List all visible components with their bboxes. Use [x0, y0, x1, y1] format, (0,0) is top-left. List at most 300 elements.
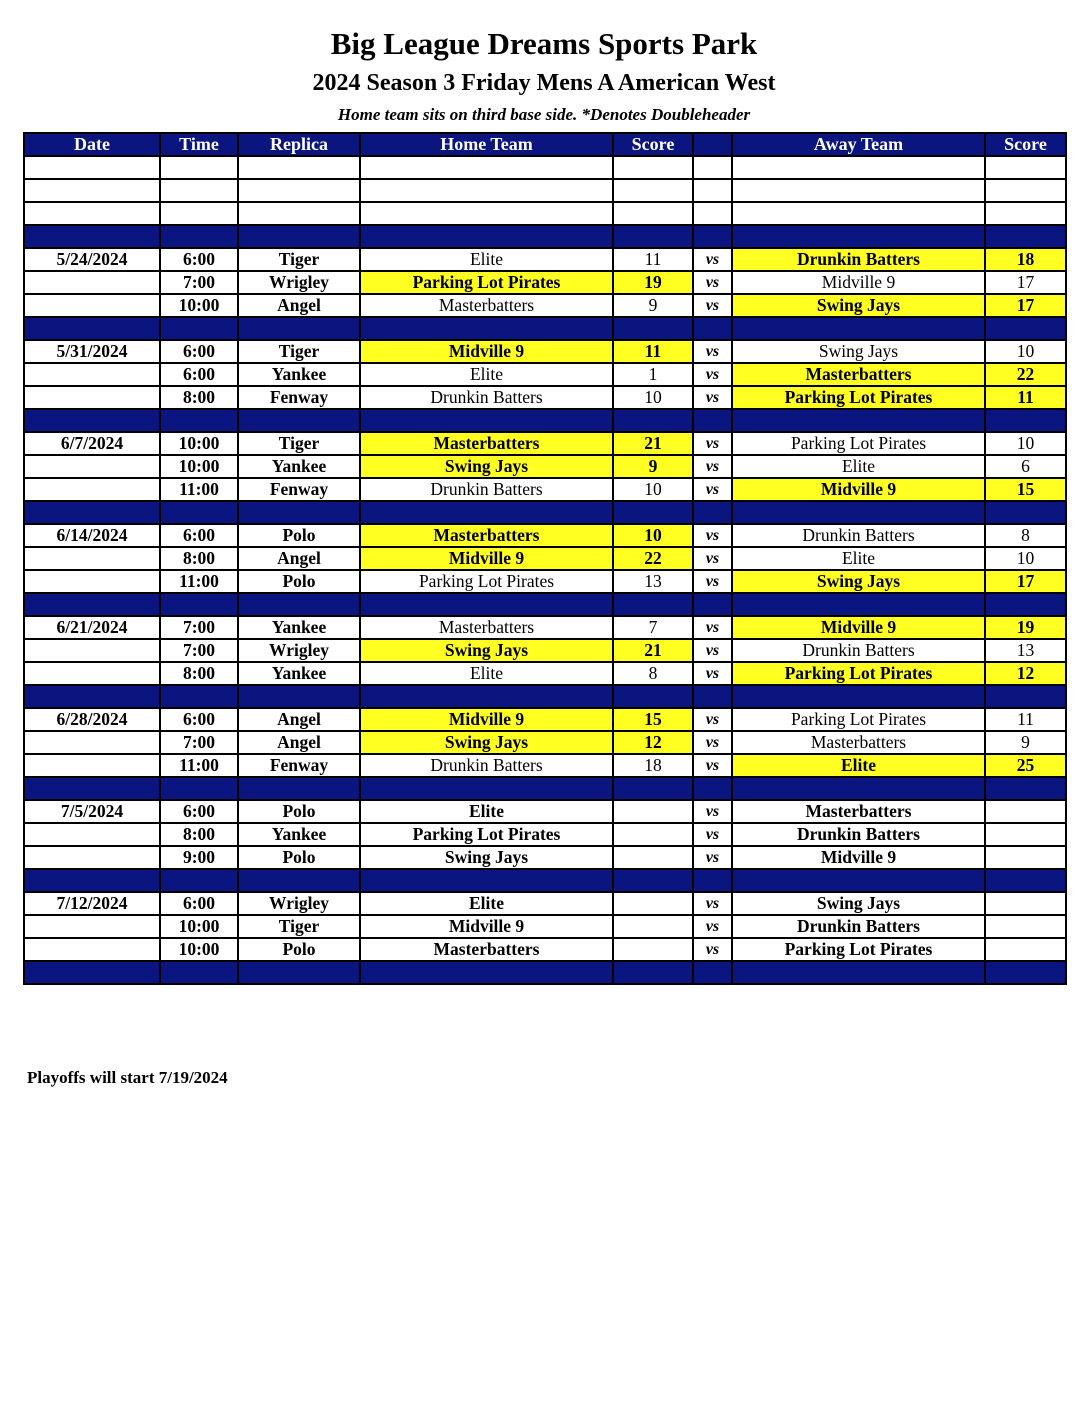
home-team-cell: Swing Jays: [360, 455, 613, 478]
time-cell: 8:00: [160, 823, 238, 846]
vs-cell: vs: [693, 846, 732, 869]
playoffs-note: Playoffs will start 7/19/2024: [27, 1068, 228, 1087]
away-team-cell: Drunkin Batters: [732, 915, 985, 938]
home-score-cell: 10: [613, 478, 693, 501]
separator-cell: [360, 869, 613, 892]
separator-cell: [693, 409, 732, 432]
separator-cell: [238, 777, 360, 800]
game-row: [24, 754, 1066, 777]
time-cell: 6:00: [160, 524, 238, 547]
time-cell: 11:00: [160, 478, 238, 501]
empty-cell: [985, 202, 1066, 225]
time-cell: 6:00: [160, 892, 238, 915]
separator-cell: [160, 501, 238, 524]
separator-cell: [613, 409, 693, 432]
game-row: [24, 363, 1066, 386]
schedule-body: [24, 156, 1066, 984]
away-team-cell: Swing Jays: [732, 294, 985, 317]
page-subtitle: 2024 Season 3 Friday Mens A American West: [312, 70, 776, 96]
separator-cell: [238, 869, 360, 892]
home-team-cell: Parking Lot Pirates: [360, 823, 613, 846]
game-row: [24, 915, 1066, 938]
separator-cell: [360, 685, 613, 708]
away-team-cell: Elite: [732, 455, 985, 478]
game-row: [24, 662, 1066, 685]
away-score-cell: 12: [985, 662, 1066, 685]
home-score-cell: [613, 823, 693, 846]
separator-cell: [238, 225, 360, 248]
vs-cell: vs: [693, 662, 732, 685]
home-team-cell: Midville 9: [360, 915, 613, 938]
date-cell: 6/28/2024: [24, 708, 160, 731]
replica-cell: Wrigley: [238, 271, 360, 294]
empty-cell: [24, 179, 160, 202]
replica-cell: Yankee: [238, 616, 360, 639]
home-score-cell: [613, 915, 693, 938]
vs-cell: vs: [693, 754, 732, 777]
away-score-cell: 9: [985, 731, 1066, 754]
col-home-score-header: Score: [613, 133, 693, 156]
separator-cell: [732, 869, 985, 892]
date-cell: [24, 823, 160, 846]
separator-cell: [613, 501, 693, 524]
separator-cell: [613, 685, 693, 708]
home-score-cell: 9: [613, 455, 693, 478]
vs-cell: vs: [693, 616, 732, 639]
game-row: [24, 340, 1066, 363]
date-cell: 7/5/2024: [24, 800, 160, 823]
game-row: [24, 455, 1066, 478]
time-cell: 7:00: [160, 271, 238, 294]
time-cell: 11:00: [160, 754, 238, 777]
col-replica-header: Replica: [238, 133, 360, 156]
page-title: Big League Dreams Sports Park: [330, 26, 758, 61]
home-score-cell: 22: [613, 547, 693, 570]
separator-cell: [360, 961, 613, 984]
home-team-cell: Elite: [360, 800, 613, 823]
game-row: [24, 731, 1066, 754]
empty-cell: [160, 179, 238, 202]
separator-cell: [24, 869, 160, 892]
separator-cell: [985, 317, 1066, 340]
replica-cell: Angel: [238, 547, 360, 570]
time-cell: 10:00: [160, 938, 238, 961]
replica-cell: Yankee: [238, 662, 360, 685]
replica-cell: Polo: [238, 800, 360, 823]
home-score-cell: 21: [613, 639, 693, 662]
away-score-cell: 18: [985, 248, 1066, 271]
away-team-cell: Midville 9: [732, 271, 985, 294]
time-cell: 8:00: [160, 547, 238, 570]
away-team-cell: Elite: [732, 754, 985, 777]
time-cell: 6:00: [160, 248, 238, 271]
separator-cell: [238, 317, 360, 340]
empty-cell: [160, 156, 238, 179]
separator-cell: [985, 501, 1066, 524]
schedule-note: Home team sits on third base side. *Denotes Doubleheader: [337, 105, 751, 124]
game-row: [24, 800, 1066, 823]
replica-cell: Polo: [238, 524, 360, 547]
vs-cell: vs: [693, 524, 732, 547]
separator-cell: [732, 317, 985, 340]
game-row: [24, 616, 1066, 639]
col-home-team-header: Home Team: [360, 133, 613, 156]
replica-cell: Fenway: [238, 386, 360, 409]
time-cell: 6:00: [160, 800, 238, 823]
separator-cell: [24, 961, 160, 984]
game-row: [24, 248, 1066, 271]
home-team-cell: Swing Jays: [360, 639, 613, 662]
game-row: [24, 547, 1066, 570]
date-cell: 5/31/2024: [24, 340, 160, 363]
separator-cell: [693, 961, 732, 984]
replica-cell: Fenway: [238, 754, 360, 777]
date-cell: [24, 915, 160, 938]
time-cell: 7:00: [160, 639, 238, 662]
game-row: [24, 570, 1066, 593]
col-vs-header: [693, 133, 732, 156]
separator-cell: [613, 225, 693, 248]
date-cell: [24, 938, 160, 961]
time-cell: 6:00: [160, 340, 238, 363]
separator-cell: [985, 685, 1066, 708]
home-team-cell: Drunkin Batters: [360, 754, 613, 777]
away-score-cell: 19: [985, 616, 1066, 639]
separator-cell: [693, 777, 732, 800]
empty-cell: [613, 179, 693, 202]
separator-cell: [160, 593, 238, 616]
vs-cell: vs: [693, 478, 732, 501]
time-cell: 6:00: [160, 363, 238, 386]
vs-cell: vs: [693, 271, 732, 294]
empty-cell: [238, 179, 360, 202]
home-team-cell: Masterbatters: [360, 294, 613, 317]
game-row: [24, 892, 1066, 915]
away-team-cell: Parking Lot Pirates: [732, 938, 985, 961]
home-score-cell: 7: [613, 616, 693, 639]
separator-cell: [985, 409, 1066, 432]
away-score-cell: [985, 938, 1066, 961]
game-row: [24, 478, 1066, 501]
date-cell: [24, 662, 160, 685]
separator-cell: [24, 501, 160, 524]
separator-cell: [732, 685, 985, 708]
home-score-cell: 12: [613, 731, 693, 754]
away-score-cell: 10: [985, 547, 1066, 570]
separator-cell: [24, 685, 160, 708]
separator-cell: [985, 593, 1066, 616]
week-separator: [24, 317, 1066, 340]
vs-cell: vs: [693, 731, 732, 754]
away-team-cell: Drunkin Batters: [732, 639, 985, 662]
replica-cell: Wrigley: [238, 892, 360, 915]
week-separator: [24, 961, 1066, 984]
away-team-cell: Masterbatters: [732, 800, 985, 823]
vs-cell: vs: [693, 938, 732, 961]
away-score-cell: 17: [985, 271, 1066, 294]
empty-cell: [24, 156, 160, 179]
away-team-cell: Parking Lot Pirates: [732, 708, 985, 731]
time-cell: 7:00: [160, 616, 238, 639]
away-team-cell: Midville 9: [732, 616, 985, 639]
away-score-cell: 22: [985, 363, 1066, 386]
home-team-cell: Masterbatters: [360, 432, 613, 455]
away-team-cell: Masterbatters: [732, 731, 985, 754]
home-score-cell: 19: [613, 271, 693, 294]
vs-cell: vs: [693, 639, 732, 662]
time-cell: 10:00: [160, 294, 238, 317]
week-separator: [24, 501, 1066, 524]
replica-cell: Tiger: [238, 340, 360, 363]
away-score-cell: 11: [985, 708, 1066, 731]
separator-cell: [160, 777, 238, 800]
week-separator: [24, 409, 1066, 432]
date-cell: 5/24/2024: [24, 248, 160, 271]
home-score-cell: 8: [613, 662, 693, 685]
empty-cell: [238, 202, 360, 225]
game-row: [24, 938, 1066, 961]
home-team-cell: Elite: [360, 662, 613, 685]
time-cell: 8:00: [160, 386, 238, 409]
empty-cell: [693, 179, 732, 202]
separator-cell: [732, 409, 985, 432]
separator-cell: [985, 777, 1066, 800]
separator-cell: [732, 225, 985, 248]
separator-cell: [985, 225, 1066, 248]
game-row: [24, 639, 1066, 662]
separator-cell: [985, 869, 1066, 892]
time-cell: 11:00: [160, 570, 238, 593]
separator-cell: [732, 593, 985, 616]
empty-cell: [613, 156, 693, 179]
date-cell: [24, 294, 160, 317]
away-team-cell: Drunkin Batters: [732, 823, 985, 846]
away-score-cell: [985, 892, 1066, 915]
home-score-cell: 11: [613, 248, 693, 271]
vs-cell: vs: [693, 800, 732, 823]
col-away-score-header: Score: [985, 133, 1066, 156]
separator-cell: [160, 961, 238, 984]
away-score-cell: [985, 915, 1066, 938]
empty-cell: [360, 179, 613, 202]
separator-cell: [732, 777, 985, 800]
separator-cell: [732, 501, 985, 524]
away-score-cell: 8: [985, 524, 1066, 547]
date-cell: 6/21/2024: [24, 616, 160, 639]
away-score-cell: 17: [985, 570, 1066, 593]
time-cell: 10:00: [160, 915, 238, 938]
away-team-cell: Masterbatters: [732, 363, 985, 386]
home-team-cell: Masterbatters: [360, 524, 613, 547]
away-team-cell: Drunkin Batters: [732, 524, 985, 547]
away-team-cell: Parking Lot Pirates: [732, 386, 985, 409]
away-score-cell: 15: [985, 478, 1066, 501]
empty-cell: [613, 202, 693, 225]
away-team-cell: Swing Jays: [732, 340, 985, 363]
away-score-cell: 17: [985, 294, 1066, 317]
game-row: [24, 823, 1066, 846]
home-score-cell: 18: [613, 754, 693, 777]
date-cell: 7/12/2024: [24, 892, 160, 915]
replica-cell: Wrigley: [238, 639, 360, 662]
replica-cell: Angel: [238, 294, 360, 317]
away-team-cell: Swing Jays: [732, 570, 985, 593]
vs-cell: vs: [693, 386, 732, 409]
home-team-cell: Drunkin Batters: [360, 478, 613, 501]
away-team-cell: Drunkin Batters: [732, 248, 985, 271]
game-row: [24, 432, 1066, 455]
separator-cell: [693, 685, 732, 708]
away-score-cell: 10: [985, 432, 1066, 455]
away-score-cell: 25: [985, 754, 1066, 777]
home-score-cell: 1: [613, 363, 693, 386]
empty-row: [24, 179, 1066, 202]
empty-cell: [732, 202, 985, 225]
away-score-cell: [985, 800, 1066, 823]
away-score-cell: [985, 846, 1066, 869]
separator-cell: [360, 777, 613, 800]
away-score-cell: 13: [985, 639, 1066, 662]
schedule-table: [23, 132, 1067, 985]
time-cell: 6:00: [160, 708, 238, 731]
home-score-cell: 10: [613, 386, 693, 409]
home-team-cell: Elite: [360, 892, 613, 915]
replica-cell: Polo: [238, 846, 360, 869]
empty-cell: [693, 202, 732, 225]
separator-cell: [24, 317, 160, 340]
replica-cell: Polo: [238, 938, 360, 961]
empty-cell: [24, 202, 160, 225]
home-score-cell: [613, 800, 693, 823]
vs-cell: vs: [693, 363, 732, 386]
replica-cell: Angel: [238, 731, 360, 754]
empty-cell: [693, 156, 732, 179]
home-team-cell: Midville 9: [360, 708, 613, 731]
home-score-cell: 15: [613, 708, 693, 731]
home-team-cell: Parking Lot Pirates: [360, 570, 613, 593]
week-separator: [24, 777, 1066, 800]
home-team-cell: Midville 9: [360, 547, 613, 570]
vs-cell: vs: [693, 570, 732, 593]
game-row: [24, 386, 1066, 409]
home-score-cell: [613, 892, 693, 915]
home-score-cell: 21: [613, 432, 693, 455]
separator-cell: [24, 593, 160, 616]
week-separator: [24, 869, 1066, 892]
separator-cell: [693, 501, 732, 524]
replica-cell: Tiger: [238, 248, 360, 271]
empty-cell: [360, 156, 613, 179]
away-team-cell: Parking Lot Pirates: [732, 432, 985, 455]
separator-cell: [160, 869, 238, 892]
home-team-cell: Masterbatters: [360, 616, 613, 639]
empty-cell: [985, 156, 1066, 179]
home-score-cell: 10: [613, 524, 693, 547]
date-cell: [24, 639, 160, 662]
game-row: [24, 846, 1066, 869]
separator-cell: [985, 961, 1066, 984]
separator-cell: [24, 409, 160, 432]
empty-row: [24, 156, 1066, 179]
separator-cell: [24, 225, 160, 248]
home-team-cell: Masterbatters: [360, 938, 613, 961]
vs-cell: vs: [693, 432, 732, 455]
empty-cell: [160, 202, 238, 225]
replica-cell: Tiger: [238, 432, 360, 455]
home-team-cell: Drunkin Batters: [360, 386, 613, 409]
separator-cell: [693, 225, 732, 248]
week-separator: [24, 225, 1066, 248]
replica-cell: Yankee: [238, 455, 360, 478]
game-row: [24, 708, 1066, 731]
date-cell: 6/7/2024: [24, 432, 160, 455]
date-cell: [24, 846, 160, 869]
time-cell: 8:00: [160, 662, 238, 685]
home-team-cell: Swing Jays: [360, 846, 613, 869]
date-cell: [24, 547, 160, 570]
game-row: [24, 524, 1066, 547]
game-row: [24, 271, 1066, 294]
vs-cell: vs: [693, 455, 732, 478]
col-away-team-header: Away Team: [732, 133, 985, 156]
vs-cell: vs: [693, 823, 732, 846]
empty-cell: [238, 156, 360, 179]
replica-cell: Tiger: [238, 915, 360, 938]
col-date-header: Date: [24, 133, 160, 156]
separator-cell: [238, 593, 360, 616]
vs-cell: vs: [693, 892, 732, 915]
vs-cell: vs: [693, 708, 732, 731]
home-team-cell: Parking Lot Pirates: [360, 271, 613, 294]
game-row: [24, 294, 1066, 317]
separator-cell: [360, 225, 613, 248]
separator-cell: [360, 501, 613, 524]
empty-cell: [985, 179, 1066, 202]
away-score-cell: [985, 823, 1066, 846]
away-team-cell: Midville 9: [732, 478, 985, 501]
home-score-cell: 13: [613, 570, 693, 593]
date-cell: [24, 271, 160, 294]
replica-cell: Yankee: [238, 363, 360, 386]
vs-cell: vs: [693, 915, 732, 938]
date-cell: [24, 455, 160, 478]
empty-cell: [732, 156, 985, 179]
separator-cell: [613, 317, 693, 340]
away-score-cell: 6: [985, 455, 1066, 478]
away-score-cell: 10: [985, 340, 1066, 363]
home-team-cell: Elite: [360, 248, 613, 271]
replica-cell: Polo: [238, 570, 360, 593]
time-cell: 7:00: [160, 731, 238, 754]
empty-row: [24, 202, 1066, 225]
separator-cell: [613, 869, 693, 892]
date-cell: [24, 570, 160, 593]
home-score-cell: 9: [613, 294, 693, 317]
replica-cell: Yankee: [238, 823, 360, 846]
separator-cell: [693, 869, 732, 892]
away-team-cell: Midville 9: [732, 846, 985, 869]
separator-cell: [160, 225, 238, 248]
vs-cell: vs: [693, 547, 732, 570]
vs-cell: vs: [693, 340, 732, 363]
separator-cell: [613, 961, 693, 984]
empty-cell: [360, 202, 613, 225]
replica-cell: Angel: [238, 708, 360, 731]
separator-cell: [238, 685, 360, 708]
separator-cell: [160, 317, 238, 340]
separator-cell: [360, 317, 613, 340]
separator-cell: [693, 317, 732, 340]
